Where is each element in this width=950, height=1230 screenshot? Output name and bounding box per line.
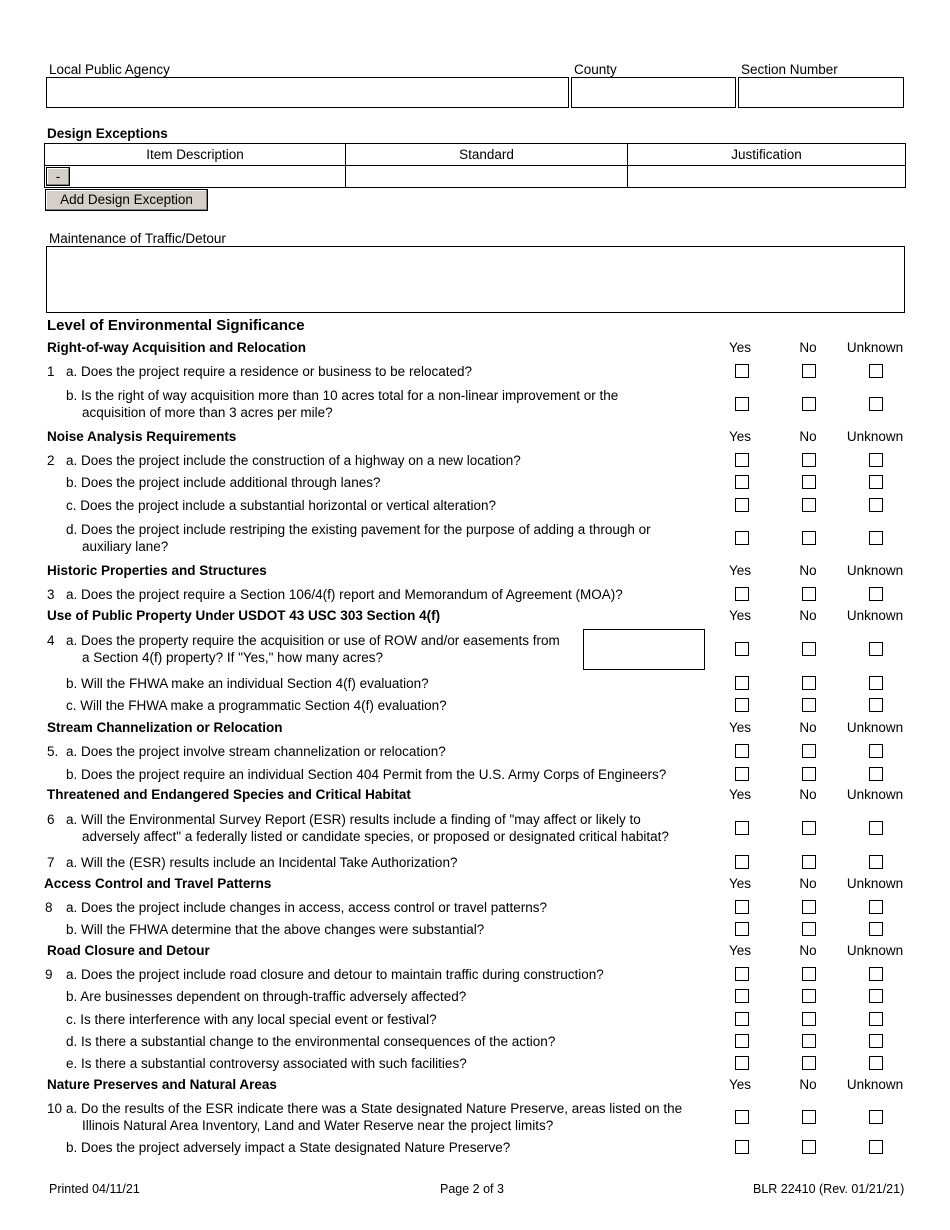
column-no-label: No <box>799 876 817 891</box>
county-label: County <box>574 62 617 77</box>
checkbox-no[interactable] <box>802 498 816 512</box>
checkbox-no[interactable] <box>802 642 816 656</box>
maintenance-textarea[interactable] <box>46 246 905 313</box>
question-text: c. Does the project include a substantial horizontal or vertical alteration? <box>66 498 496 513</box>
checkbox-unknown[interactable] <box>869 855 883 869</box>
column-no-label: No <box>799 608 817 623</box>
column-unknown-label: Unknown <box>846 943 904 958</box>
item-description-cell[interactable] <box>45 166 346 188</box>
checkbox-unknown[interactable] <box>869 1012 883 1026</box>
acres-input[interactable] <box>583 629 705 670</box>
section-title: Nature Preserves and Natural Areas <box>47 1077 277 1092</box>
checkbox-unknown[interactable] <box>869 821 883 835</box>
checkbox-no[interactable] <box>802 1012 816 1026</box>
checkbox-no[interactable] <box>802 475 816 489</box>
column-unknown-label: Unknown <box>846 340 904 355</box>
question-number: 10 <box>47 1101 63 1116</box>
checkbox-yes[interactable] <box>735 531 749 545</box>
checkbox-yes[interactable] <box>735 1056 749 1070</box>
section-title: Use of Public Property Under USDOT 43 USC 303 Section 4(f) <box>47 608 441 623</box>
checkbox-unknown[interactable] <box>869 364 883 378</box>
checkbox-no[interactable] <box>802 1140 816 1154</box>
question-text-continued: acquisition of more than 3 acres per mile? <box>82 405 333 420</box>
column-no-label: No <box>799 720 817 735</box>
checkbox-unknown[interactable] <box>869 642 883 656</box>
checkbox-unknown[interactable] <box>869 1056 883 1070</box>
question-text-continued: a Section 4(f) property? If "Yes," how many acres? <box>82 650 383 665</box>
checkbox-yes[interactable] <box>735 855 749 869</box>
environment-title: Level of Environmental Significance <box>47 317 305 334</box>
column-no-label: No <box>799 943 817 958</box>
question-text: e. Is there a substantial controversy associated with such facilities? <box>66 1056 467 1071</box>
checkbox-unknown[interactable] <box>869 1034 883 1048</box>
checkbox-unknown[interactable] <box>869 397 883 411</box>
checkbox-yes[interactable] <box>735 587 749 601</box>
section-title: Road Closure and Detour <box>47 943 210 958</box>
question-text: a. Will the (ESR) results include an Incidental Take Authorization? <box>66 855 458 870</box>
form-number: BLR 22410 (Rev. 01/21/21) <box>753 1182 905 1196</box>
checkbox-no[interactable] <box>802 967 816 981</box>
question-number: 3 <box>47 587 55 602</box>
checkbox-unknown[interactable] <box>869 498 883 512</box>
column-yes-label: Yes <box>728 563 752 578</box>
checkbox-yes[interactable] <box>735 642 749 656</box>
question-text: b. Does the project require an individual Section 404 Permit from the U.S. Army Corps of Engineers? <box>66 767 667 782</box>
checkbox-no[interactable] <box>802 397 816 411</box>
checkbox-yes[interactable] <box>735 453 749 467</box>
checkbox-yes[interactable] <box>735 767 749 781</box>
question-text: b. Is the right of way acquisition more than 10 acres total for a non-linear improvement or the <box>66 388 619 403</box>
checkbox-no[interactable] <box>802 698 816 712</box>
question-text-continued: Illinois Natural Area Inventory, Land and Water Reserve near the project limits? <box>82 1118 554 1133</box>
checkbox-yes[interactable] <box>735 922 749 936</box>
question-number: 4 <box>47 633 55 648</box>
col-item-description: Item Description <box>45 144 346 166</box>
checkbox-unknown[interactable] <box>869 922 883 936</box>
section-number-label: Section Number <box>741 62 838 77</box>
agency-input[interactable] <box>46 77 569 108</box>
column-yes-label: Yes <box>728 1077 752 1092</box>
page-number: Page 2 of 3 <box>440 1182 504 1196</box>
question-text: a. Will the Environmental Survey Report (ESR) results include a finding of "may affect or likely to <box>66 812 641 827</box>
checkbox-no[interactable] <box>802 821 816 835</box>
column-unknown-label: Unknown <box>846 563 904 578</box>
column-unknown-label: Unknown <box>846 787 904 802</box>
checkbox-unknown[interactable] <box>869 900 883 914</box>
checkbox-yes[interactable] <box>735 364 749 378</box>
checkbox-unknown[interactable] <box>869 989 883 1003</box>
checkbox-no[interactable] <box>802 855 816 869</box>
col-justification: Justification <box>628 144 906 166</box>
checkbox-yes[interactable] <box>735 397 749 411</box>
column-yes-label: Yes <box>728 608 752 623</box>
checkbox-no[interactable] <box>802 922 816 936</box>
county-input[interactable] <box>571 77 736 108</box>
agency-label: Local Public Agency <box>49 62 170 77</box>
col-standard: Standard <box>346 144 628 166</box>
question-text: a. Does the project require a residence or business to be relocated? <box>66 364 472 379</box>
question-number: 5. <box>47 744 59 759</box>
question-number: 2 <box>47 453 55 468</box>
checkbox-no[interactable] <box>802 1034 816 1048</box>
checkbox-no[interactable] <box>802 1110 816 1124</box>
checkbox-unknown[interactable] <box>869 1110 883 1124</box>
checkbox-yes[interactable] <box>735 989 749 1003</box>
question-text: b. Are businesses dependent on through-traffic adversely affected? <box>66 989 467 1004</box>
section-title: Right-of-way Acquisition and Relocation <box>47 340 306 355</box>
question-text: a. Does the project include road closure and detour to maintain traffic during construction? <box>66 967 604 982</box>
column-unknown-label: Unknown <box>846 876 904 891</box>
question-text: c. Will the FHWA make a programmatic Section 4(f) evaluation? <box>66 698 447 713</box>
checkbox-yes[interactable] <box>735 676 749 690</box>
remove-row-button[interactable]: - <box>46 167 70 186</box>
section-title: Historic Properties and Structures <box>47 563 267 578</box>
checkbox-unknown[interactable] <box>869 744 883 758</box>
question-number: 6 <box>47 812 55 827</box>
design-exceptions-table <box>44 143 906 188</box>
checkbox-no[interactable] <box>802 900 816 914</box>
checkbox-no[interactable] <box>802 989 816 1003</box>
checkbox-unknown[interactable] <box>869 1140 883 1154</box>
column-yes-label: Yes <box>728 943 752 958</box>
question-number: 1 <box>47 364 55 379</box>
column-yes-label: Yes <box>728 876 752 891</box>
checkbox-yes[interactable] <box>735 698 749 712</box>
question-text: d. Is there a substantial change to the environmental consequences of the action? <box>66 1034 556 1049</box>
column-no-label: No <box>799 787 817 802</box>
question-text: b. Does the project include additional through lanes? <box>66 475 381 490</box>
design-exceptions-title: Design Exceptions <box>47 126 168 141</box>
design-exception-row <box>45 166 906 188</box>
checkbox-unknown[interactable] <box>869 453 883 467</box>
column-yes-label: Yes <box>728 787 752 802</box>
question-text: a. Does the project require a Section 106/4(f) report and Memorandum of Agreement (MOA)? <box>66 587 623 602</box>
checkbox-no[interactable] <box>802 453 816 467</box>
checkbox-yes[interactable] <box>735 900 749 914</box>
question-number: 7 <box>47 855 55 870</box>
checkbox-unknown[interactable] <box>869 587 883 601</box>
column-yes-label: Yes <box>728 340 752 355</box>
checkbox-unknown[interactable] <box>869 967 883 981</box>
question-text: c. Is there interference with any local special event or festival? <box>66 1012 437 1027</box>
column-no-label: No <box>799 340 817 355</box>
checkbox-yes[interactable] <box>735 1012 749 1026</box>
printed-date: Printed 04/11/21 <box>49 1182 140 1196</box>
section-number-input[interactable] <box>738 77 904 108</box>
question-text-continued: auxiliary lane? <box>82 539 169 554</box>
question-text: a. Does the project involve stream channelization or relocation? <box>66 744 446 759</box>
column-unknown-label: Unknown <box>846 1077 904 1092</box>
add-design-exception-button[interactable]: Add Design Exception <box>45 189 208 211</box>
section-title: Noise Analysis Requirements <box>47 429 237 444</box>
checkbox-unknown[interactable] <box>869 475 883 489</box>
standard-cell[interactable] <box>346 166 628 188</box>
column-no-label: No <box>799 1077 817 1092</box>
section-title: Access Control and Travel Patterns <box>44 876 272 891</box>
question-text: b. Will the FHWA determine that the above changes were substantial? <box>66 922 485 937</box>
checkbox-no[interactable] <box>802 676 816 690</box>
column-no-label: No <box>799 563 817 578</box>
question-number: 8 <box>45 900 53 915</box>
checkbox-unknown[interactable] <box>869 676 883 690</box>
checkbox-no[interactable] <box>802 1056 816 1070</box>
checkbox-no[interactable] <box>802 587 816 601</box>
design-exceptions-header-row <box>45 144 906 166</box>
question-text: a. Do the results of the ESR indicate there was a State designated Nature Preserve, areas listed on the <box>66 1101 683 1116</box>
checkbox-yes[interactable] <box>735 967 749 981</box>
column-yes-label: Yes <box>728 720 752 735</box>
checkbox-no[interactable] <box>802 767 816 781</box>
checkbox-no[interactable] <box>802 364 816 378</box>
checkbox-yes[interactable] <box>735 1110 749 1124</box>
column-unknown-label: Unknown <box>846 429 904 444</box>
checkbox-unknown[interactable] <box>869 698 883 712</box>
checkbox-unknown[interactable] <box>869 767 883 781</box>
section-title: Threatened and Endangered Species and Critical Habitat <box>47 787 411 802</box>
checkbox-yes[interactable] <box>735 475 749 489</box>
column-no-label: No <box>799 429 817 444</box>
column-yes-label: Yes <box>728 429 752 444</box>
checkbox-yes[interactable] <box>735 744 749 758</box>
question-text: a. Does the property require the acquisition or use of ROW and/or easements from <box>66 633 560 648</box>
checkbox-no[interactable] <box>802 744 816 758</box>
question-text: b. Will the FHWA make an individual Section 4(f) evaluation? <box>66 676 429 691</box>
justification-cell[interactable] <box>628 166 906 188</box>
checkbox-no[interactable] <box>802 531 816 545</box>
section-title: Stream Channelization or Relocation <box>47 720 283 735</box>
maintenance-label: Maintenance of Traffic/Detour <box>49 231 226 246</box>
column-unknown-label: Unknown <box>846 720 904 735</box>
question-number: 9 <box>45 967 53 982</box>
checkbox-yes[interactable] <box>735 1140 749 1154</box>
checkbox-yes[interactable] <box>735 821 749 835</box>
checkbox-yes[interactable] <box>735 498 749 512</box>
checkbox-yes[interactable] <box>735 1034 749 1048</box>
column-unknown-label: Unknown <box>846 608 904 623</box>
question-text: b. Does the project adversely impact a State designated Nature Preserve? <box>66 1140 511 1155</box>
question-text-continued: adversely affect" a federally listed or candidate species, or proposed or designated critical habitat? <box>82 829 669 844</box>
question-text: a. Does the project include the construction of a highway on a new location? <box>66 453 521 468</box>
checkbox-unknown[interactable] <box>869 531 883 545</box>
question-text: a. Does the project include changes in access, access control or travel patterns? <box>66 900 548 915</box>
question-text: d. Does the project include restriping the existing pavement for the purpose of adding a through or <box>66 522 651 537</box>
